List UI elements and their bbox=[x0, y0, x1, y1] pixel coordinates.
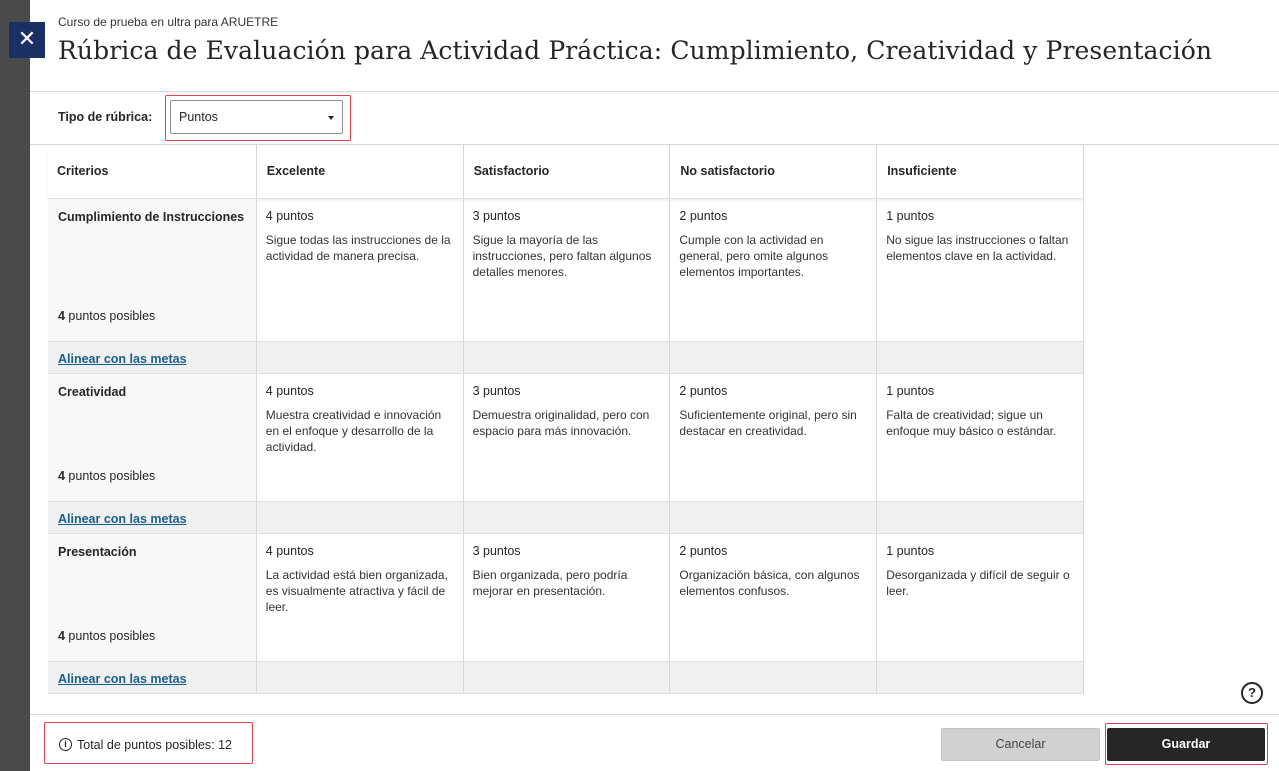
level-description: Bien organizada, pero podría mejorar en presentación. bbox=[472, 568, 628, 598]
cancel-button[interactable]: Cancelar bbox=[941, 728, 1100, 761]
criterion-possible-points: 4 puntos posibles bbox=[58, 629, 156, 643]
level-description: Cumple con la actividad en general, pero omite algunos elementos importantes. bbox=[679, 233, 829, 279]
level-cell[interactable] bbox=[877, 374, 1084, 501]
align-empty-cell bbox=[670, 342, 877, 373]
column-header-insufficient: Insuficiente bbox=[877, 145, 1084, 198]
course-name: Curso de prueba en ultra para ARUETRE bbox=[58, 15, 279, 29]
rubric-header-row bbox=[48, 145, 1084, 199]
level-description: Falta de creatividad; sigue un enfoque muy básico o estándar. bbox=[886, 408, 1057, 438]
level-points: 1 puntos bbox=[886, 209, 935, 223]
align-goals-link[interactable]: Alinear con las metas bbox=[58, 352, 187, 366]
close-button[interactable]: ✕ bbox=[9, 22, 45, 58]
rubric-type-value: Puntos bbox=[179, 110, 218, 124]
criterion-cell[interactable] bbox=[48, 199, 257, 341]
align-goals-link[interactable]: Alinear con las metas bbox=[58, 672, 187, 686]
level-description: Desorganizada y difícil de seguir o leer. bbox=[886, 568, 1070, 598]
level-cell[interactable] bbox=[464, 534, 671, 661]
page-backdrop bbox=[0, 0, 30, 771]
align-empty-cell bbox=[877, 342, 1084, 373]
criterion-title: Presentación bbox=[58, 545, 137, 559]
level-points: 1 puntos bbox=[886, 384, 935, 398]
align-empty-cell bbox=[877, 662, 1084, 693]
level-points: 4 puntos bbox=[265, 544, 314, 558]
level-cell[interactable] bbox=[670, 199, 877, 341]
level-description: Muestra creatividad e innovación en el enfoque y desarrollo de la actividad. bbox=[265, 408, 442, 454]
criterion-title: Creatividad bbox=[58, 385, 127, 399]
level-description: Sigue la mayoría de las instrucciones, pero faltan algunos detalles menores. bbox=[472, 233, 652, 279]
level-points: 3 puntos bbox=[472, 384, 521, 398]
criterion-row bbox=[48, 374, 1084, 502]
level-cell[interactable] bbox=[464, 374, 671, 501]
level-points: 4 puntos bbox=[265, 209, 314, 223]
align-empty-cell bbox=[464, 502, 671, 533]
level-points: 3 puntos bbox=[472, 544, 521, 558]
info-icon: i bbox=[59, 738, 72, 751]
align-empty-cell bbox=[257, 342, 464, 373]
criterion-cell[interactable] bbox=[48, 534, 257, 661]
align-goals-cell bbox=[48, 662, 257, 693]
align-empty-cell bbox=[464, 342, 671, 373]
level-description: No sigue las instrucciones o faltan elementos clave en la actividad. bbox=[886, 233, 1069, 263]
level-description: La actividad está bien organizada, es visualmente atractiva y fácil de leer. bbox=[265, 568, 448, 614]
align-empty-cell bbox=[877, 502, 1084, 533]
align-empty-cell bbox=[464, 662, 671, 693]
rubric-type-select[interactable] bbox=[170, 100, 343, 134]
column-header-excellent: Excelente bbox=[257, 145, 464, 198]
column-header-satisfactory: Satisfactorio bbox=[464, 145, 671, 198]
align-goals-cell bbox=[48, 502, 257, 533]
level-cell[interactable] bbox=[257, 199, 464, 341]
level-description: Sigue todas las instrucciones de la actividad de manera precisa. bbox=[265, 233, 451, 263]
level-cell[interactable] bbox=[257, 534, 464, 661]
help-icon[interactable]: ? bbox=[1241, 682, 1263, 704]
level-points: 3 puntos bbox=[472, 209, 521, 223]
level-points: 1 puntos bbox=[886, 544, 935, 558]
level-cell[interactable] bbox=[257, 374, 464, 501]
align-goals-row bbox=[48, 342, 1084, 374]
align-empty-cell bbox=[670, 502, 877, 533]
align-empty-cell bbox=[670, 662, 877, 693]
level-cell[interactable] bbox=[877, 534, 1084, 661]
criterion-cell[interactable] bbox=[48, 374, 257, 501]
level-cell[interactable] bbox=[464, 199, 671, 341]
column-header-criteria: Criterios bbox=[48, 145, 257, 198]
total-points-text: Total de puntos posibles: 12 bbox=[77, 738, 232, 752]
rubric-grid bbox=[48, 145, 1084, 694]
align-goals-cell bbox=[48, 342, 257, 373]
level-cell[interactable] bbox=[877, 199, 1084, 341]
align-goals-row bbox=[48, 662, 1084, 694]
rubric-panel bbox=[30, 0, 1279, 771]
criterion-row bbox=[48, 199, 1084, 342]
column-header-unsatisfactory: No satisfactorio bbox=[670, 145, 877, 198]
align-goals-link[interactable]: Alinear con las metas bbox=[58, 512, 187, 526]
header-divider bbox=[30, 91, 1279, 92]
level-description: Organización básica, con algunos elementos confusos. bbox=[679, 568, 860, 598]
criterion-title: Cumplimiento de Instrucciones bbox=[58, 210, 245, 224]
criterion-possible-points: 4 puntos posibles bbox=[58, 309, 156, 323]
align-empty-cell bbox=[257, 662, 464, 693]
level-cell[interactable] bbox=[670, 374, 877, 501]
level-cell[interactable] bbox=[670, 534, 877, 661]
level-points: 2 puntos bbox=[679, 544, 728, 558]
footer-divider bbox=[30, 714, 1279, 715]
level-points: 2 puntos bbox=[679, 384, 728, 398]
align-goals-row bbox=[48, 502, 1084, 534]
level-description: Suficientemente original, pero sin destacar en creatividad. bbox=[679, 408, 857, 438]
save-button[interactable]: Guardar bbox=[1107, 728, 1265, 761]
level-points: 2 puntos bbox=[679, 209, 728, 223]
caret-down-icon bbox=[328, 116, 334, 120]
level-points: 4 puntos bbox=[265, 384, 314, 398]
align-empty-cell bbox=[257, 502, 464, 533]
level-description: Demuestra originalidad, pero con espacio para más innovación. bbox=[472, 408, 650, 438]
criterion-possible-points: 4 puntos posibles bbox=[58, 469, 156, 483]
criterion-row bbox=[48, 534, 1084, 662]
page-title: Rúbrica de Evaluación para Actividad Práctica: Cumplimiento, Creatividad y Presentación bbox=[58, 36, 1213, 65]
rubric-type-label: Tipo de rúbrica: bbox=[58, 110, 153, 124]
